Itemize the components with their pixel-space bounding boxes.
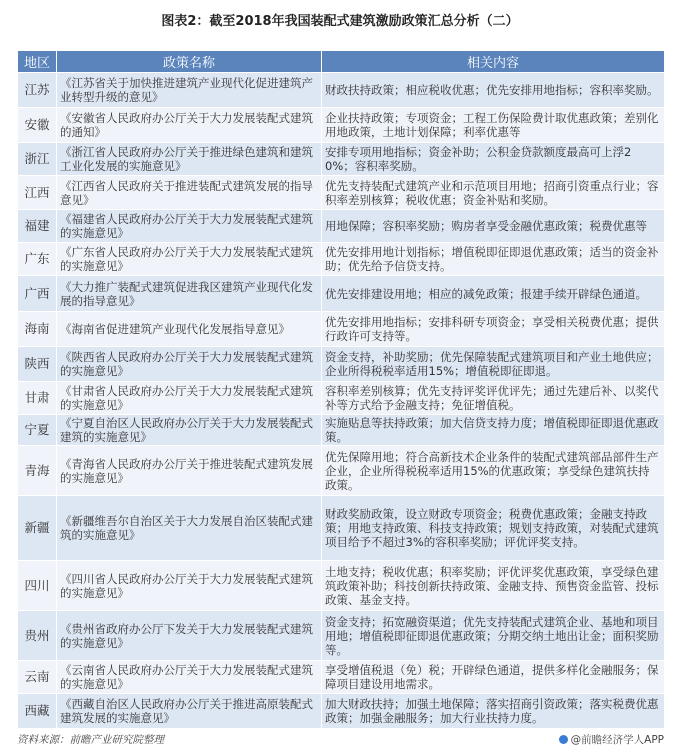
content-cell: 优先支持装配式建筑产业和示范项目用地；招商引资重点行业；容积率差别核算；税收优惠；资金补贴和奖励。 bbox=[322, 176, 665, 210]
region-cell: 浙江 bbox=[18, 143, 57, 176]
content-cell: 实施贴息等扶持政策；加大信贷支持力度；增值税即征即退优惠政策。 bbox=[322, 415, 665, 446]
policy-table bbox=[17, 50, 665, 729]
brand-logo-icon bbox=[559, 735, 568, 744]
policy-cell: 《宁夏自治区人民政府办公厅关于大力发展装配式建筑的实施意见》 bbox=[57, 415, 322, 446]
brand-credit bbox=[559, 732, 664, 747]
content-cell: 安排专项用地指标；资金补助；公积金贷款额度最高可上浮20%；容积率奖励。 bbox=[322, 143, 665, 176]
region-cell: 四川 bbox=[18, 561, 57, 611]
region-cell: 江苏 bbox=[18, 73, 57, 108]
policy-cell: 《福建省人民政府办公厅关于大力发展装配式建筑的实施意见》 bbox=[57, 210, 322, 243]
policy-cell: 《大力推广装配式建筑促进我区建筑产业现代化发展的指导意见》 bbox=[57, 276, 322, 312]
region-cell: 宁夏 bbox=[18, 415, 57, 446]
table-row bbox=[18, 496, 665, 561]
content-cell: 优先安排建设用地；相应的减免政策；报建手续开辟绿色通道。 bbox=[322, 276, 665, 312]
table-row bbox=[18, 347, 665, 382]
region-cell: 福建 bbox=[18, 210, 57, 243]
table-row bbox=[18, 210, 665, 243]
chart-title: 图表2：截至2018年我国装配式建筑激励政策汇总分析（二） bbox=[161, 14, 519, 29]
table-row bbox=[18, 611, 665, 661]
table-row bbox=[18, 108, 665, 143]
region-cell: 新疆 bbox=[18, 496, 57, 561]
table-header-row bbox=[18, 51, 665, 73]
table-row bbox=[18, 243, 665, 276]
policy-cell: 《新疆维吾尔自治区关于大力发展自治区装配式建筑的实施意见》 bbox=[57, 496, 322, 561]
header-region: 地区 bbox=[18, 51, 57, 73]
content-cell: 土地支持；税收优惠；积率奖励；评优评奖优惠政策，享受绿色建筑政策补助；科技创新扶持政策、金融支持、预售资金监管、投标政策、基金支持。 bbox=[322, 561, 665, 611]
content-cell: 优先安排用地指标；安排科研专项资金；享受相关税费优惠；提供行政许可支持等。 bbox=[322, 312, 665, 347]
policy-cell: 《西藏自治区人民政府办公厅关于推进高原装配式建筑发展的实施意见》 bbox=[57, 694, 322, 729]
content-cell: 财政奖励政策，设立财政专项资金；税费优惠政策；金融支持政策；用地支持政策、科技支持政策；规划支持政策，对装配式建筑项目给予不超过3%的容积率奖励；评优评奖支持。 bbox=[322, 496, 665, 561]
policy-cell: 《江苏省关于加快推进建筑产业现代化促进建筑产业转型升级的意见》 bbox=[57, 73, 322, 108]
region-cell: 西藏 bbox=[18, 694, 57, 729]
table-row bbox=[18, 276, 665, 312]
table-row bbox=[18, 446, 665, 496]
policy-cell: 《广东省人民政府办公厅关于大力发展装配式建筑的实施意见》 bbox=[57, 243, 322, 276]
footer bbox=[17, 732, 664, 748]
content-cell: 企业扶持政策；专项资金；工程工伤保险费计取优惠政策；差别化用地政策，土地计划保障；利率优惠等 bbox=[322, 108, 665, 143]
table-row bbox=[18, 312, 665, 347]
policy-cell: 《云南省人民政府办公厅关于大力发展装配式建筑的实施意见》 bbox=[57, 661, 322, 694]
region-cell: 海南 bbox=[18, 312, 57, 347]
content-cell: 资金支持，补助奖励；优先保障装配式建筑项目和产业土地供应；企业所得税税率适用15%；增值税即征即退。 bbox=[322, 347, 665, 382]
policy-cell: 《海南省促进建筑产业现代化发展指导意见》 bbox=[57, 312, 322, 347]
content-cell: 资金支持；拓宽融资渠道；优先支持装配式建筑企业、基地和项目用地；增值税即征即退优惠政策；分期交纳土地出让金；面积奖励等。 bbox=[322, 611, 665, 661]
policy-cell: 《陕西省人民政府办公厅关于大力发展装配式建筑的实施意见》 bbox=[57, 347, 322, 382]
region-cell: 广西 bbox=[18, 276, 57, 312]
policy-cell: 《贵州省政府办公厅下发关于大力发展装配式建筑的实施意见》 bbox=[57, 611, 322, 661]
header-content: 相关内容 bbox=[322, 51, 665, 73]
region-cell: 江西 bbox=[18, 176, 57, 210]
region-cell: 甘肃 bbox=[18, 382, 57, 415]
source-note: 资料来源：前瞻产业研究院整理 bbox=[17, 734, 164, 746]
table-row bbox=[18, 415, 665, 446]
table-row bbox=[18, 561, 665, 611]
content-cell: 财政扶持政策；相应税收优惠；优先安排用地指标；容积率奖励。 bbox=[322, 73, 665, 108]
policy-cell: 《四川省人民政府办公厅关于大力发展装配式建筑的实施意见》 bbox=[57, 561, 322, 611]
policy-cell: 《青海省人民政府办公厅关于推进装配式建筑发展的实施意见》 bbox=[57, 446, 322, 496]
region-cell: 青海 bbox=[18, 446, 57, 496]
region-cell: 安徽 bbox=[18, 108, 57, 143]
content-cell: 加大财政扶持；加强土地保障；落实招商引资政策；落实税费优惠政策；加强金融服务；加大行业扶持力度。 bbox=[322, 694, 665, 729]
table-row bbox=[18, 694, 665, 729]
table-row bbox=[18, 382, 665, 415]
table-row bbox=[18, 73, 665, 108]
content-cell: 享受增值税退（免）税；开辟绿色通道，提供多样化金融服务；保障项目建设用地需求。 bbox=[322, 661, 665, 694]
content-cell: 用地保障；容积率奖励；购房者享受金融优惠政策；税费优惠等 bbox=[322, 210, 665, 243]
table-row bbox=[18, 661, 665, 694]
region-cell: 陕西 bbox=[18, 347, 57, 382]
brand-label: @前瞻经济学人APP bbox=[570, 734, 664, 746]
policy-cell: 《江西省人民政府关于推进装配式建筑发展的指导意见》 bbox=[57, 176, 322, 210]
policy-cell: 《浙江省人民政府办公厅关于推进绿色建筑和建筑工业化发展的实施意见》 bbox=[57, 143, 322, 176]
content-cell: 容积率差别核算；优先支持评奖评优评先；通过先建后补、以奖代补等方式给予金融支持；免征增值税。 bbox=[322, 382, 665, 415]
header-policy: 政策名称 bbox=[57, 51, 322, 73]
region-cell: 贵州 bbox=[18, 611, 57, 661]
region-cell: 广东 bbox=[18, 243, 57, 276]
policy-cell: 《甘肃省人民政府办公厅关于大力发展装配式建筑的实施意见》 bbox=[57, 382, 322, 415]
content-cell: 优先安排用地计划指标；增值税即征即退优惠政策；适当的资金补助；优先给予信贷支持。 bbox=[322, 243, 665, 276]
content-cell: 优先保障用地；符合高新技术企业条件的装配式建筑部品部件生产企业，企业所得税税率适用15%的优惠政策；享受绿色建筑扶持政策。 bbox=[322, 446, 665, 496]
policy-cell: 《安徽省人民政府办公厅关于大力发展装配式建筑的通知》 bbox=[57, 108, 322, 143]
region-cell: 云南 bbox=[18, 661, 57, 694]
table-row bbox=[18, 143, 665, 176]
table-row bbox=[18, 176, 665, 210]
